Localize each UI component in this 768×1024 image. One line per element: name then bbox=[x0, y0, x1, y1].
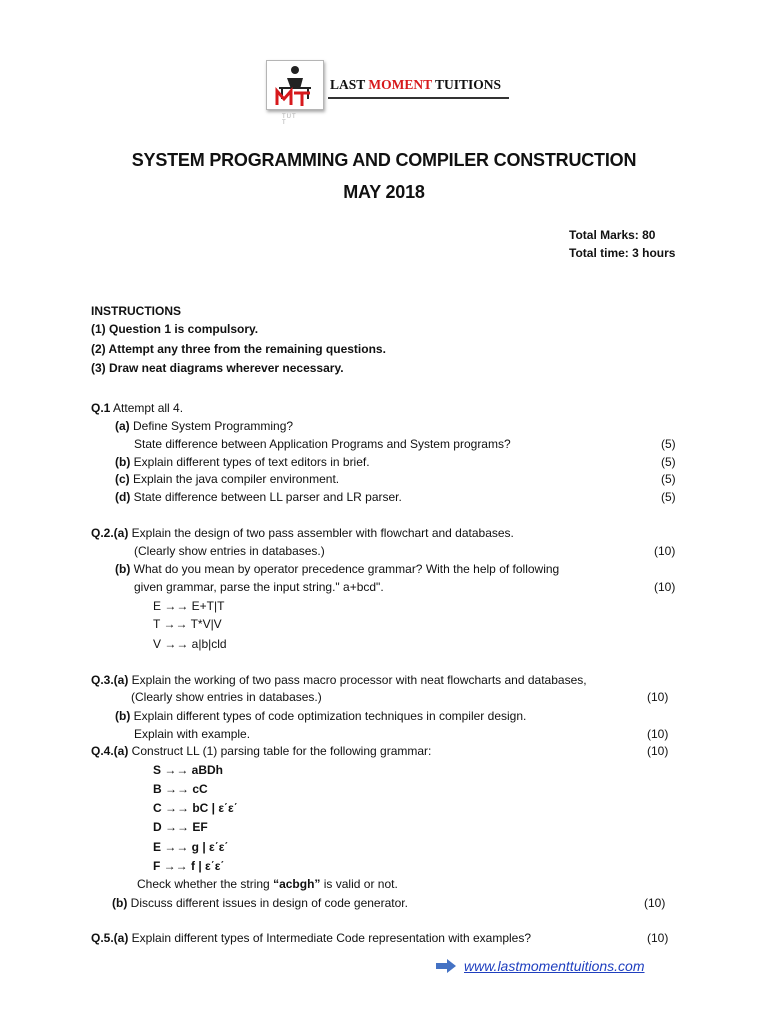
question-text: Explain the working of two pass macro processor with neat flowcharts and databases, bbox=[128, 673, 587, 687]
question-label: Q.4.(a) bbox=[91, 744, 129, 758]
question-text: given grammar, parse the input string." a+bcd". bbox=[134, 580, 384, 594]
question-line bbox=[131, 690, 322, 704]
question-label: (c) bbox=[115, 472, 130, 486]
question-line bbox=[153, 840, 228, 854]
question-text: Discuss different issues in design of code generator. bbox=[127, 896, 408, 910]
question-line bbox=[153, 859, 224, 873]
question-line bbox=[153, 782, 208, 796]
question-marks: (10) bbox=[654, 580, 676, 594]
question-line bbox=[91, 526, 514, 540]
arrow-right-icon bbox=[436, 959, 456, 973]
question-text: Explain with example. bbox=[134, 727, 251, 741]
question-marks: (5) bbox=[661, 455, 676, 469]
question-line bbox=[153, 637, 227, 651]
question-text: (Clearly show entries in databases.) bbox=[131, 690, 322, 704]
question-line bbox=[153, 801, 238, 815]
question-label: (b) bbox=[115, 455, 131, 469]
brand-name: LAST MOMENT TUITIONS bbox=[330, 77, 502, 92]
instructions-heading: INSTRUCTIONS bbox=[91, 304, 181, 318]
question-text: Explain the design of two pass assembler with flowchart and databases. bbox=[128, 526, 514, 540]
question-line bbox=[115, 419, 293, 433]
question-marks: (10) bbox=[647, 744, 669, 758]
question-line bbox=[153, 763, 223, 777]
question-label: “acbgh” bbox=[273, 877, 321, 891]
question-label: (a) bbox=[115, 419, 130, 433]
question-marks: (10) bbox=[647, 690, 669, 704]
question-line bbox=[134, 580, 384, 594]
question-text: D →→ EF bbox=[153, 820, 208, 834]
footer bbox=[436, 958, 645, 974]
document-title: SYSTEM PROGRAMMING AND COMPILER CONSTRUCTION bbox=[131, 150, 637, 170]
question-text: Check whether the string bbox=[137, 877, 274, 891]
question-line bbox=[112, 896, 408, 910]
question-text: State difference between Application Programs and System programs? bbox=[134, 437, 511, 451]
question-label: (b) bbox=[115, 709, 131, 723]
question-text: is valid or not. bbox=[320, 877, 398, 891]
question-text: Attempt all 4. bbox=[110, 401, 184, 415]
question-label: Q.5.(a) bbox=[91, 931, 129, 945]
question-marks: (5) bbox=[661, 437, 676, 451]
logo-sub-mark: TUT T bbox=[282, 114, 297, 126]
instruction-item: (3) Draw neat diagrams wherever necessary. bbox=[91, 361, 344, 375]
question-line bbox=[91, 673, 587, 687]
question-text: C →→ bC | ε΄ε΄ bbox=[153, 801, 238, 815]
question-line bbox=[115, 455, 370, 469]
question-text: Explain different types of text editors in brief. bbox=[130, 455, 370, 469]
question-text: V →→ a|b|cld bbox=[153, 637, 227, 651]
question-text: F →→ f | ε΄ε΄ bbox=[153, 859, 225, 873]
question-line bbox=[134, 437, 511, 451]
question-line bbox=[115, 472, 339, 486]
logo-mark-icon bbox=[266, 60, 324, 110]
question-line bbox=[137, 877, 398, 891]
instruction-item: (1) Question 1 is compulsory. bbox=[91, 322, 259, 336]
question-marks: (10) bbox=[644, 896, 666, 910]
question-marks: (10) bbox=[647, 727, 669, 741]
total-marks: Total Marks: 80 bbox=[569, 228, 656, 242]
question-text: E →→ E+T|T bbox=[153, 599, 225, 613]
question-label: Q.1 bbox=[91, 401, 111, 415]
question-label: (b) bbox=[115, 562, 131, 576]
question-line bbox=[115, 490, 402, 504]
question-line bbox=[153, 617, 222, 631]
question-text: T →→ T*V|V bbox=[153, 617, 222, 631]
question-text: Explain different types of code optimization techniques in compiler design. bbox=[130, 709, 527, 723]
question-label: Q.2.(a) bbox=[91, 526, 129, 540]
question-text: Explain different types of Intermediate Code representation with examples? bbox=[128, 931, 532, 945]
website-link[interactable]: www.lastmomenttuitions.com bbox=[464, 958, 645, 974]
question-text: What do you mean by operator precedence grammar? With the help of following bbox=[130, 562, 560, 576]
question-text: (Clearly show entries in databases.) bbox=[134, 544, 325, 558]
question-marks: (5) bbox=[661, 472, 676, 486]
question-label: (b) bbox=[112, 896, 128, 910]
question-line bbox=[134, 727, 250, 741]
question-text: S →→ aBDh bbox=[153, 763, 224, 777]
question-label: (d) bbox=[115, 490, 131, 504]
question-text: Construct LL (1) parsing table for the following grammar: bbox=[128, 744, 432, 758]
question-line bbox=[91, 401, 183, 415]
instruction-item: (2) Attempt any three from the remaining questions. bbox=[91, 342, 386, 356]
question-line bbox=[115, 709, 526, 723]
question-line bbox=[153, 820, 208, 834]
question-text: Explain the java compiler environment. bbox=[129, 472, 340, 486]
question-line bbox=[91, 744, 431, 758]
question-text: Define System Programming? bbox=[129, 419, 294, 433]
question-line bbox=[153, 599, 224, 613]
question-line bbox=[134, 544, 325, 558]
question-marks: (10) bbox=[647, 931, 669, 945]
question-text: E →→ g | ε΄ε΄ bbox=[153, 840, 229, 854]
brand-underline bbox=[328, 97, 509, 99]
question-text: State difference between LL parser and LR parser. bbox=[130, 490, 402, 504]
question-line bbox=[91, 931, 531, 945]
document-date: MAY 2018 bbox=[343, 182, 425, 202]
total-time: Total time: 3 hours bbox=[569, 246, 676, 260]
question-line bbox=[115, 562, 559, 576]
question-marks: (5) bbox=[661, 490, 676, 504]
question-marks: (10) bbox=[654, 544, 676, 558]
question-text: B →→ cC bbox=[153, 782, 208, 796]
question-label: Q.3.(a) bbox=[91, 673, 129, 687]
